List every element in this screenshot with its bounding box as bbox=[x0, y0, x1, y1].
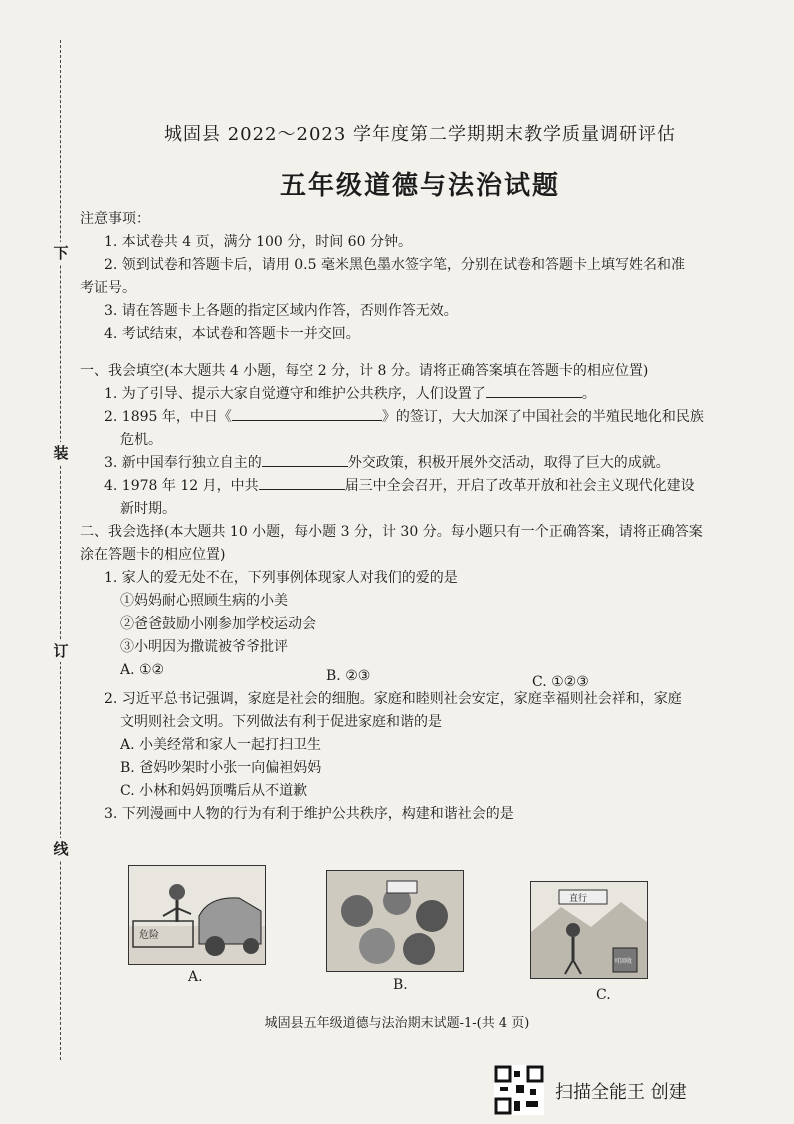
choice-q1-item: ②爸爸鼓励小刚参加学校运动会 bbox=[120, 616, 316, 632]
exam-title: 城固县 2022～2023 学年度第二学期期末教学质量调研评估 bbox=[163, 124, 677, 145]
binding-dashed-line bbox=[60, 40, 61, 1060]
fill-q2-cont: 危机。 bbox=[120, 432, 162, 448]
cartoon-row bbox=[128, 865, 633, 1005]
choice-q2-option: B. 爸妈吵架时小张一向偏袒妈妈 bbox=[120, 760, 322, 776]
option-b: B. ②③ bbox=[326, 668, 371, 684]
cartoon-c bbox=[530, 881, 648, 979]
scanner-watermark: 扫描全能王 创建 bbox=[555, 1082, 687, 1103]
recycle-bin-label: 可回收 bbox=[614, 958, 633, 965]
cartoon-caption-c: C. bbox=[596, 987, 611, 1003]
option-a: A. ①② bbox=[120, 662, 165, 678]
binding-char-ding: 订 bbox=[50, 640, 72, 662]
fill-q4: 4. 1978 年 12 月，中共 届三中全会召开，开启了改革开放和社会主义现代化建设 bbox=[80, 475, 730, 498]
choice-q1-item: ①妈妈耐心照顾生病的小美 bbox=[120, 593, 288, 609]
exam-subject: 五年级道德与法治试题 bbox=[279, 171, 560, 201]
exam-content bbox=[80, 208, 730, 826]
fill-q2: 2. 1895 年，中日《 》的签订，大大加深了中国社会的半殖民地化和民族 bbox=[80, 406, 730, 429]
note-item: 4. 考试结束，本试卷和答题卡一并交回。 bbox=[104, 326, 360, 342]
qr-code-icon bbox=[494, 1065, 544, 1115]
note-item: 2. 领到试卷和答题卡后，请用 0.5 毫米黑色墨水签字笔，分别在试卷和答题卡上填写姓名和准 bbox=[104, 257, 685, 273]
sign-danger: 危险 bbox=[139, 930, 159, 941]
choice-q3-stem: 3. 下列漫画中人物的行为有利于维护公共秩序，构建和谐社会的是 bbox=[104, 806, 514, 822]
page-footer: 城固县五年级道德与法治期末试题-1-(共 4 页) bbox=[264, 1016, 530, 1031]
sign-straight: 直行 bbox=[569, 894, 588, 904]
answer-blank bbox=[262, 452, 348, 467]
note-item: 3. 请在答题卡上各题的指定区域内作答，否则作答无效。 bbox=[104, 303, 458, 319]
cartoon-caption-b: B. bbox=[393, 977, 408, 993]
answer-blank bbox=[259, 475, 345, 490]
cartoon-a bbox=[128, 865, 266, 965]
notes-heading: 注意事项： bbox=[80, 211, 150, 227]
note-item: 考证号。 bbox=[80, 280, 136, 296]
choice-q1-item: ③小明因为撒谎被爷爷批评 bbox=[120, 639, 288, 655]
fill-q1: 1. 为了引导、提示大家自觉遵守和维护公共秩序，人们设置了 。 bbox=[80, 383, 730, 406]
answer-blank bbox=[232, 406, 382, 421]
binding-char-xian: 线 bbox=[50, 838, 72, 860]
answer-blank bbox=[486, 383, 582, 398]
binding-char-zhuang: 装 bbox=[50, 442, 72, 464]
cartoon-caption-a: A. bbox=[188, 969, 203, 985]
fill-q4-cont: 新时期。 bbox=[120, 501, 176, 517]
section2-heading: 二、我会选择(本大题共 10 小题，每小题 3 分，计 30 分。每小题只有一个正确答案，请将正确答案 bbox=[80, 524, 703, 540]
binding-char-xia: 下 bbox=[50, 242, 72, 264]
option-c: C. ①②③ bbox=[532, 674, 589, 690]
cartoon-b bbox=[326, 870, 464, 972]
choice-q2-stem: 2. 习近平总书记强调，家庭是社会的细胞。家庭和睦则社会安定，家庭幸福则社会祥和，家庭 bbox=[104, 691, 682, 707]
choice-q2-option: C. 小林和妈妈顶嘴后从不道歉 bbox=[120, 783, 308, 799]
choice-q1-stem: 1. 家人的爱无处不在，下列事例体现家人对我们的爱的是 bbox=[104, 570, 458, 586]
choice-q2-stem-cont: 文明则社会文明。下列做法有利于促进家庭和谐的是 bbox=[120, 714, 442, 730]
choice-q2-option: A. 小美经常和家人一起打扫卫生 bbox=[120, 737, 322, 753]
choice-q1-options bbox=[80, 659, 730, 690]
section1-heading: 一、我会填空(本大题共 4 小题，每空 2 分，计 8 分。请将正确答案填在答题卡的相应位置) bbox=[80, 363, 649, 379]
section2-heading-cont: 涂在答题卡的相应位置) bbox=[80, 547, 226, 563]
note-item: 1. 本试卷共 4 页，满分 100 分，时间 60 分钟。 bbox=[104, 234, 412, 250]
fill-q3: 3. 新中国奉行独立自主的 外交政策，积极开展外交活动，取得了巨大的成就。 bbox=[80, 452, 730, 475]
